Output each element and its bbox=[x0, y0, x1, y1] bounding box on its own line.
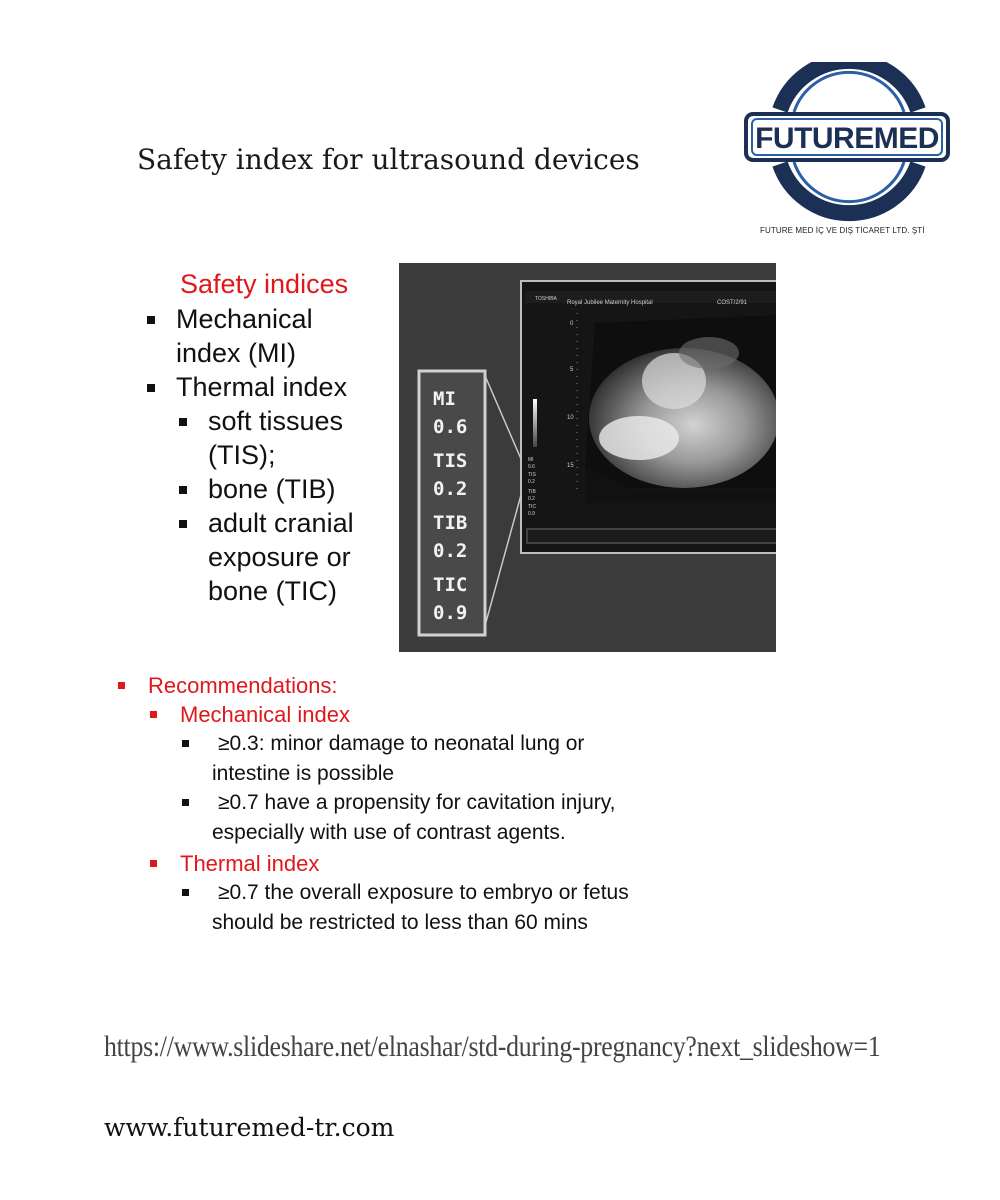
thermal-item-1: ≥0.7 the overall exposure to embryo or fetus should be restricted to less than 60 mins bbox=[212, 878, 629, 938]
readout-tis-label: TIS bbox=[433, 450, 468, 472]
readout-tic-value: 0.9 bbox=[433, 602, 468, 624]
small-readout: 0.2 bbox=[528, 496, 535, 502]
readout-tic-label: TIC bbox=[433, 574, 468, 596]
list-item-tib: bone (TIB) bbox=[208, 472, 336, 506]
bullet-icon bbox=[179, 520, 187, 528]
small-readout: MI bbox=[528, 457, 534, 463]
futuremed-logo bbox=[740, 62, 960, 242]
bullet-icon bbox=[182, 799, 189, 806]
logo-text: FUTUREMED bbox=[755, 122, 939, 155]
depth-mark: 15 bbox=[567, 463, 574, 469]
depth-mark: 0 bbox=[570, 321, 574, 327]
bullet-icon bbox=[147, 316, 155, 324]
ultrasound-image bbox=[399, 263, 776, 652]
safety-indices-heading: Safety indices bbox=[180, 269, 349, 299]
bullet-icon bbox=[147, 384, 155, 392]
bullet-icon bbox=[179, 418, 187, 426]
readout-tib-label: TIB bbox=[433, 512, 468, 534]
list-item-tic: adult cranial exposure or bone (TIC) bbox=[208, 506, 354, 608]
small-readout: TIC bbox=[528, 504, 537, 510]
small-readout: TIB bbox=[528, 489, 536, 495]
depth-mark: 5 bbox=[570, 367, 574, 373]
depth-mark: 10 bbox=[567, 415, 574, 421]
us-header-right: COST/2/91 bbox=[717, 300, 748, 306]
list-item-tis: soft tissues (TIS); bbox=[208, 404, 343, 472]
small-readout: TIS bbox=[528, 472, 536, 478]
us-header-left: TOSHIBA bbox=[535, 296, 557, 302]
us-header-center: Royal Jubilee Maternity Hospital bbox=[567, 300, 653, 306]
source-url[interactable]: https://www.slideshare.net/elnashar/std-during-pregnancy?next_slideshow=1 bbox=[104, 1030, 881, 1063]
list-item-thermal-index: Thermal index bbox=[176, 370, 347, 404]
logo-subtitle: FUTURE MED İÇ VE DIŞ TİCARET LTD. ŞTİ bbox=[760, 226, 925, 235]
mechanical-item-1: ≥0.3: minor damage to neonatal lung or intestine is possible bbox=[212, 729, 584, 789]
bullet-icon bbox=[182, 889, 189, 896]
readout-tis-value: 0.2 bbox=[433, 478, 468, 500]
readout-mi-label: MI bbox=[433, 388, 456, 410]
page-title: Safety index for ultrasound devices bbox=[137, 143, 640, 176]
thermal-index-heading: Thermal index bbox=[180, 851, 319, 877]
mechanical-index-heading: Mechanical index bbox=[180, 702, 350, 728]
small-readout: 0.9 bbox=[528, 511, 535, 517]
bullet-icon bbox=[179, 486, 187, 494]
website-link[interactable]: www.futuremed-tr.com bbox=[104, 1113, 395, 1142]
recommendations-heading: Recommendations: bbox=[148, 673, 338, 699]
small-readout: 0.6 bbox=[528, 464, 535, 470]
small-readout: 0.2 bbox=[528, 479, 535, 485]
bullet-icon bbox=[150, 711, 157, 718]
mechanical-item-2: ≥0.7 have a propensity for cavitation injury, especially with use of contrast agents. bbox=[212, 788, 616, 848]
bullet-icon bbox=[150, 860, 157, 867]
readout-tib-value: 0.2 bbox=[433, 540, 468, 562]
bullet-icon bbox=[182, 740, 189, 747]
bullet-icon bbox=[118, 682, 125, 689]
list-item-mechanical-index: Mechanical index (MI) bbox=[176, 302, 313, 370]
readout-mi-value: 0.6 bbox=[433, 416, 468, 438]
